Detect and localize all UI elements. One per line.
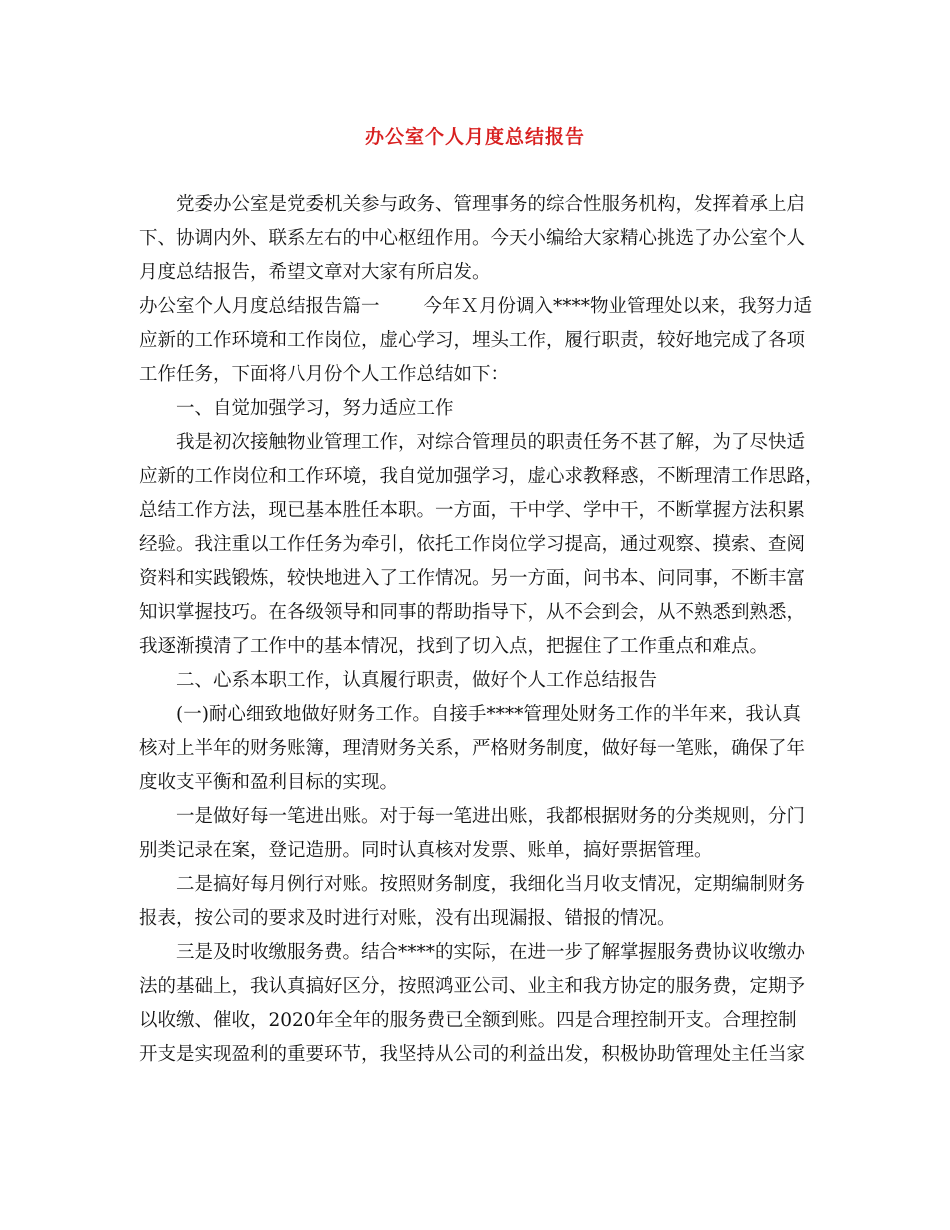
paragraph-line: 法的基础上，我认真搞好区分，按照鸿亚公司、业主和我方协定的服务费，定期予	[139, 976, 806, 997]
paragraph-line: 我是初次接触物业管理工作，对综合管理员的职责任务不甚了解，为了尽快适	[176, 432, 806, 453]
paragraph-line: 三是及时收缴服务费。结合****的实际，在进一步了解掌握服务费协议收缴办	[176, 942, 806, 963]
document-title: 办公室个人月度总结报告	[364, 126, 585, 148]
paragraph-line: 二是搞好每月例行对账。按照财务制度，我细化当月收支情况，定期编制财务	[176, 874, 806, 895]
paragraph-line: (一)耐心细致地做好财务工作。自接手****管理处财务工作的半年来，我认真	[176, 704, 801, 725]
paragraph-line: 总结工作方法，现已基本胜任本职。一方面，干中学、学中干，不断掌握方法积累	[139, 500, 806, 521]
paragraph-line: 度收支平衡和盈利目标的实现。	[139, 772, 399, 793]
document-body	[139, 188, 831, 1072]
section-heading: 一、自觉加强学习，努力适应工作	[176, 398, 454, 419]
paragraph-line: 应新的工作环境和工作岗位，虚心学习，埋头工作，履行职责，较好地完成了各项	[139, 330, 806, 351]
paragraph-line: 工作任务，下面将八月份个人工作总结如下：	[139, 364, 510, 385]
section-heading: 二、心系本职工作，认真履行职责，做好个人工作总结报告	[176, 670, 658, 691]
paragraph-line: 知识掌握技巧。在各级领导和同事的帮助指导下，从不会到会，从不熟悉到熟悉，	[139, 602, 806, 623]
paragraph-line: 核对上半年的财务账簿，理清财务关系，严格财务制度，做好每一笔账，确保了年	[139, 738, 806, 759]
paragraph-line: 开支是实现盈利的重要环节，我坚持从公司的利益出发，积极协助管理处主任当家	[139, 1044, 806, 1065]
paragraph-line: 应新的工作岗位和工作环境，我自觉加强学习，虚心求教释惑，不断理清工作思路，	[139, 466, 824, 487]
paragraph-line: 以收缴、催收，2020年全年的服务费已全额到账。四是合理控制开支。合理控制	[139, 1010, 797, 1031]
paragraph-line: 资料和实践锻炼，较快地进入了工作情况。另一方面，问书本、问同事，不断丰富	[139, 568, 806, 589]
paragraph-line: 月度总结报告，希望文章对大家有所启发。	[139, 262, 491, 283]
paragraph-line: 经验。我注重以工作任务为牵引，依托工作岗位学习提高，通过观察、摸索、查阅	[139, 534, 806, 555]
paragraph-line: 别类记录在案，登记造册。同时认真核对发票、账单，搞好票据管理。	[139, 840, 713, 861]
paragraph-line: 我逐渐摸清了工作中的基本情况，找到了切入点，把握住了工作重点和难点。	[139, 636, 769, 657]
paragraph-text: 今年Ｘ月份调入****物业管理处以来，我努力适	[423, 296, 813, 317]
paragraph-line: 报表，按公司的要求及时进行对账，没有出现漏报、错报的情况。	[139, 908, 676, 929]
paragraph-line	[139, 290, 831, 324]
paragraph-line: 一是做好每一笔进出账。对于每一笔进出账，我都根据财务的分类规则，分门	[176, 806, 806, 827]
paragraph-line: 下、协调内外、联系左右的中心枢纽作用。今天小编给大家精心挑选了办公室个人	[139, 228, 806, 249]
section-heading: 办公室个人月度总结报告篇一	[139, 296, 380, 317]
paragraph-line: 党委办公室是党委机关参与政务、管理事务的综合性服务机构，发挥着承上启	[176, 194, 806, 215]
